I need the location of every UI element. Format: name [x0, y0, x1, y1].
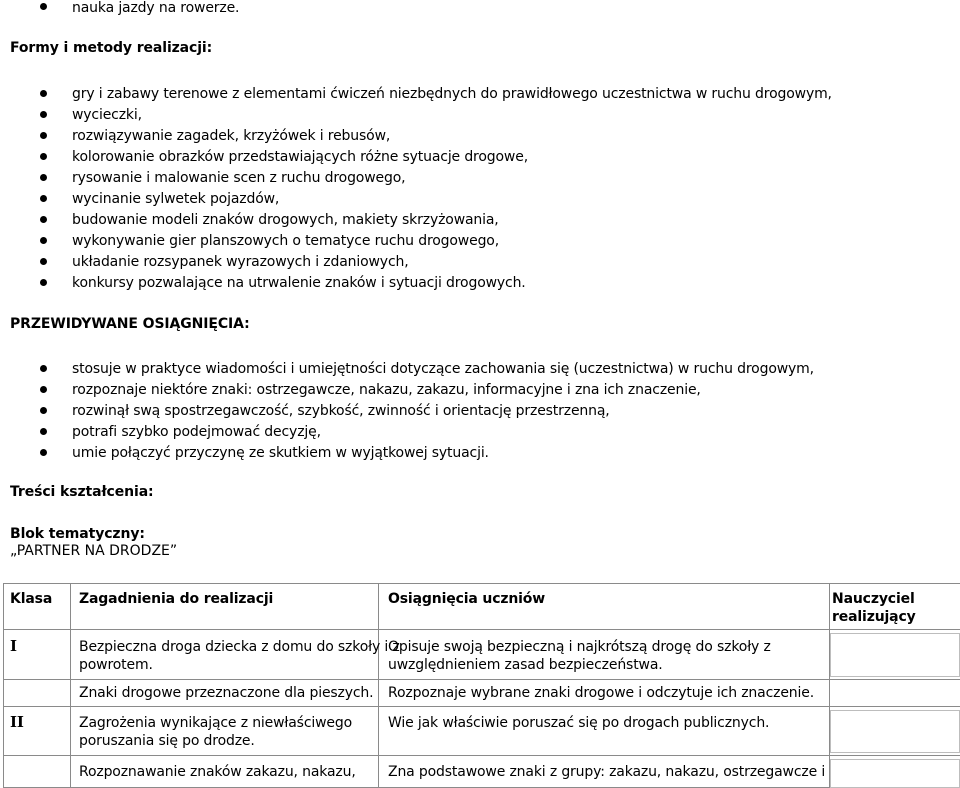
table-border — [3, 755, 960, 756]
table-header-klasa: Klasa — [10, 591, 53, 607]
teacher-cell — [830, 759, 960, 788]
row-achievement-line: Rozpoznaje wybrane znaki drogowe i odczytuje ich znaczenie. — [388, 685, 815, 701]
teacher-cell — [830, 710, 960, 753]
row-topic — [79, 763, 356, 781]
row-topic — [79, 638, 400, 674]
table-header-zagadnienia: Zagadnienia do realizacji — [79, 591, 274, 607]
table-header-nauczyciel-line: Nauczyciel — [832, 591, 915, 607]
list-bullet — [40, 407, 47, 414]
table-border — [829, 583, 830, 788]
table-header-nauczyciel-line: realizujący — [832, 609, 916, 625]
table-border — [3, 679, 960, 680]
row-class-label: I — [10, 637, 17, 655]
list-bullet — [40, 153, 47, 160]
list-item: rozwiązywanie zagadek, krzyżówek i rebusów, — [72, 128, 391, 144]
row-achievement-line: Wie jak właściwie poruszać się po drogach publicznych. — [388, 715, 770, 731]
list-item: wycinanie sylwetek pojazdów, — [72, 191, 280, 207]
row-class-label: II — [10, 713, 24, 731]
list-bullet — [40, 237, 47, 244]
list-bullet — [40, 174, 47, 181]
list-bullet — [40, 449, 47, 456]
list-bullet — [40, 3, 47, 10]
row-achievement — [388, 714, 769, 732]
row-achievement-line: uwzględnieniem zasad bezpieczeństwa. — [388, 657, 663, 673]
list-bullet — [40, 279, 47, 286]
forms-heading: Formy i metody realizacji: — [10, 40, 213, 56]
table-border — [378, 583, 379, 788]
list-bullet — [40, 428, 47, 435]
list-bullet — [40, 90, 47, 97]
row-topic — [79, 684, 373, 702]
table-header-nauczyciel — [832, 590, 916, 626]
list-item: wykonywanie gier planszowych o tematyce ruchu drogowego, — [72, 233, 500, 249]
list-bullet — [40, 216, 47, 223]
table-border — [830, 583, 960, 584]
list-item: nauka jazdy na rowerze. — [72, 0, 240, 16]
table-border — [3, 706, 960, 707]
list-item: potrafi szybko podejmować decyzję, — [72, 424, 321, 440]
list-bullet — [40, 132, 47, 139]
block-heading: Blok tematyczny: — [10, 526, 145, 542]
list-item: umie połączyć przyczynę ze skutkiem w wyjątkowej sytuacji. — [72, 445, 489, 461]
list-bullet — [40, 111, 47, 118]
row-topic-line: Rozpoznawanie znaków zakazu, nakazu, — [79, 764, 356, 780]
list-item: wycieczki, — [72, 107, 142, 123]
list-item: rozwinął swą spostrzegawczość, szybkość, zwinność i orientację przestrzenną, — [72, 403, 610, 419]
list-item: gry i zabawy terenowe z elementami ćwiczeń niezbędnych do prawidłowego uczestnictwa w ruchu drogowym, — [72, 86, 832, 102]
list-item: konkursy pozwalające na utrwalenie znaków i sytuacji drogowych. — [72, 275, 526, 291]
table-border — [70, 583, 71, 788]
list-item: rysowanie i malowanie scen z ruchu drogowego, — [72, 170, 406, 186]
list-bullet — [40, 365, 47, 372]
list-item: rozpoznaje niektóre znaki: ostrzegawcze, nakazu, zakazu, informacyjne i zna ich znaczenie, — [72, 382, 701, 398]
row-topic-line: poruszania się po drodze. — [79, 733, 255, 749]
list-item: układanie rozsypanek wyrazowych i zdaniowych, — [72, 254, 409, 270]
row-achievement — [388, 638, 771, 674]
list-bullet — [40, 386, 47, 393]
list-item: stosuje w praktyce wiadomości i umiejętności dotyczące zachowania się (uczestnictwa) w ruchu drogowym, — [72, 361, 814, 377]
content-heading: Treści kształcenia: — [10, 484, 154, 500]
list-item: budowanie modeli znaków drogowych, makiety skrzyżowania, — [72, 212, 499, 228]
row-achievement — [388, 763, 825, 781]
achievements-heading: PRZEWIDYWANE OSIĄGNIĘCIA: — [10, 316, 250, 332]
list-bullet — [40, 258, 47, 265]
table-border — [3, 583, 829, 584]
row-topic-line: powrotem. — [79, 657, 153, 673]
row-topic-line: Zagrożenia wynikające z niewłaściwego — [79, 715, 353, 731]
list-item: kolorowanie obrazków przedstawiających różne sytuacje drogowe, — [72, 149, 528, 165]
row-achievement-line: Opisuje swoją bezpieczną i najkrótszą drogę do szkoły z — [388, 639, 771, 655]
table-border — [3, 629, 960, 630]
teacher-cell — [830, 633, 960, 677]
row-topic-line: Znaki drogowe przeznaczone dla pieszych. — [79, 685, 374, 701]
block-name: „PARTNER NA DRODZE” — [10, 543, 178, 559]
table-border — [3, 583, 4, 788]
row-achievement — [388, 684, 814, 702]
row-topic — [79, 714, 352, 750]
list-bullet — [40, 195, 47, 202]
row-topic-line: Bezpieczna droga dziecka z domu do szkoły i z — [79, 639, 400, 655]
row-achievement-line: Zna podstawowe znaki z grupy: zakazu, nakazu, ostrzegawcze i — [388, 764, 826, 780]
table-header-osiagniecia: Osiągnięcia uczniów — [388, 591, 546, 607]
